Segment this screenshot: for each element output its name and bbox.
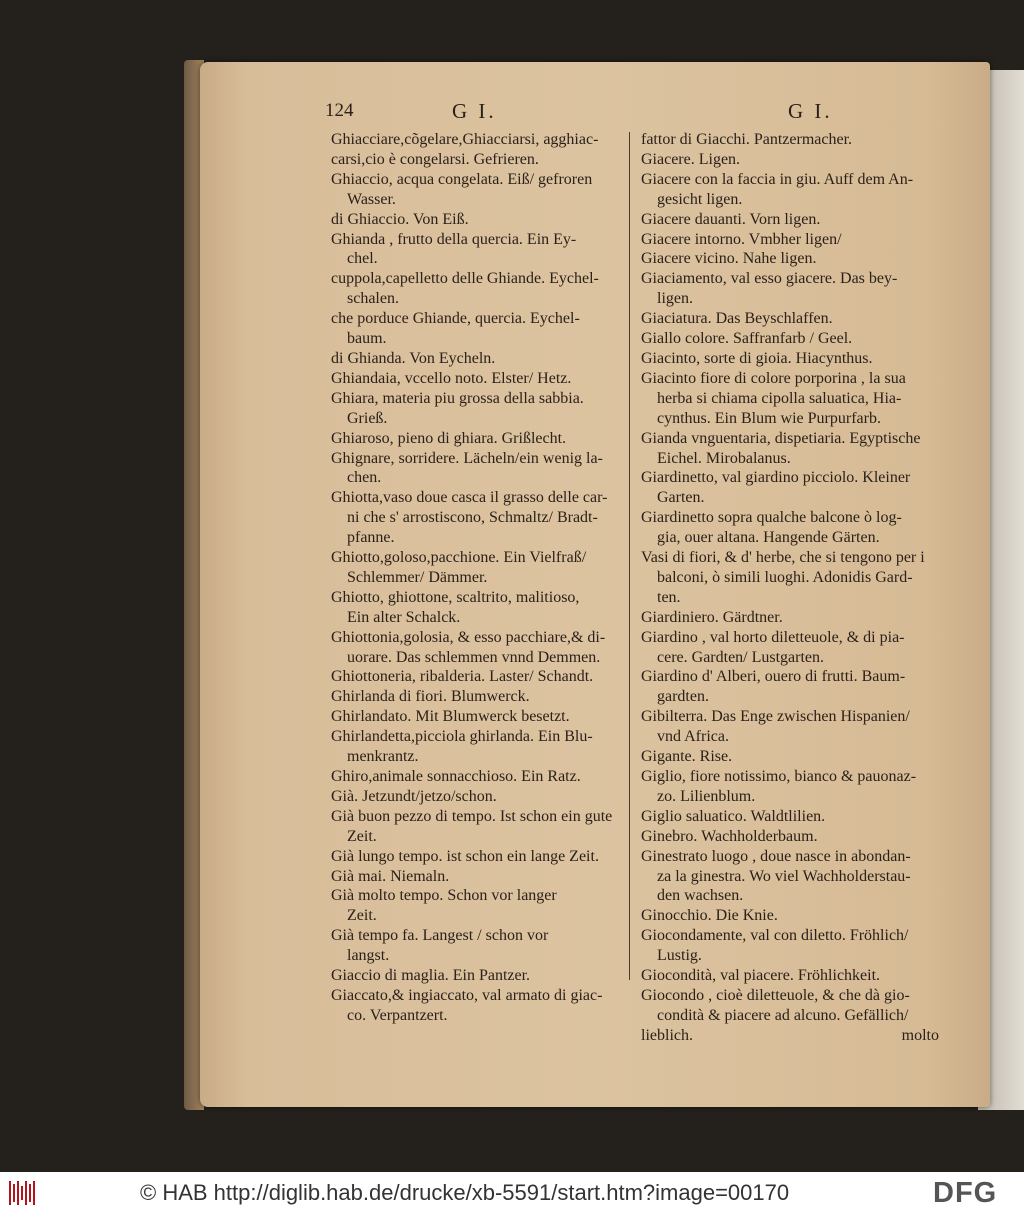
dictionary-line: Giglio saluatico. Waldtlilien. <box>641 807 826 825</box>
footer-bar <box>0 1172 1024 1214</box>
dictionary-line: cuppola,capelletto delle Ghiande. Eychel- <box>331 270 599 288</box>
dictionary-line: Giacere intorno. Vmbher ligen/ <box>641 230 842 248</box>
dictionary-line: Ghianda , frutto della quercia. Ein Ey- <box>331 230 577 248</box>
dictionary-line: herba si chiama cipolla saluatica, Hia- <box>657 389 902 407</box>
dictionary-line: ten. <box>657 588 681 606</box>
dictionary-line: Giacinto fiore di colore porporina , la sua <box>641 369 906 387</box>
dictionary-line: Giacinto, sorte di gioia. Hiacynthus. <box>641 349 873 367</box>
dictionary-line: Giacere con la faccia in giu. Auff dem An- <box>641 170 914 188</box>
dictionary-line <box>641 1026 939 1046</box>
dictionary-line: ligen. <box>657 290 693 308</box>
dictionary-line: Giardinetto, val giardino picciolo. Kleiner <box>641 469 911 487</box>
dictionary-line: balconi, ò simili luoghi. Adonidis Gard- <box>657 568 913 586</box>
dictionary-line: uorare. Das schlemmen vnnd Demmen. <box>347 648 601 666</box>
dictionary-line: fattor di Giacchi. Pantzermacher. <box>641 131 853 148</box>
dictionary-line: Giacere dauanti. Vorn ligen. <box>641 210 821 228</box>
dictionary-line: Gigante. Rise. <box>641 748 733 766</box>
dictionary-line: Già mai. Niemaln. <box>331 867 450 885</box>
dictionary-line: za la ginestra. Wo viel Wachholderstau- <box>657 867 911 885</box>
page-number: 124 <box>325 100 354 121</box>
running-header-right: G I. <box>788 99 833 123</box>
dictionary-line: Wasser. <box>347 190 396 208</box>
dictionary-line: Ein alter Schalck. <box>347 608 461 626</box>
dictionary-line: carsi,cio è congelarsi. Gefrieren. <box>331 150 539 168</box>
dictionary-line: langst. <box>347 947 390 965</box>
dictionary-line: Schlemmer/ Dämmer. <box>347 568 488 586</box>
dictionary-line: schalen. <box>347 290 399 308</box>
dictionary-line: Ghiotto,goloso,pacchione. Ein Vielfraß/ <box>331 549 587 567</box>
dictionary-line: Giardino d' Alberi, ouero di frutti. Baum- <box>641 668 906 686</box>
dictionary-line: chel. <box>347 250 378 268</box>
dictionary-line: chen. <box>347 469 382 487</box>
dictionary-line: Già. Jetzundt/jetzo/schon. <box>331 787 497 805</box>
dictionary-line: cere. Gardten/ Lustgarten. <box>657 648 825 666</box>
dictionary-line: Ghiaccio, acqua congelata. Eiß/ gefroren <box>331 170 593 188</box>
dictionary-line: gesicht ligen. <box>657 190 743 208</box>
dictionary-line: cynthus. Ein Blum wie Purpurfarb. <box>657 409 881 427</box>
dictionary-line: co. Verpantzert. <box>347 1006 448 1024</box>
dictionary-line: Giaccio di maglia. Ein Pantzer. <box>331 967 531 985</box>
dictionary-line: Giardinetto sopra qualche balcone ò log- <box>641 509 902 527</box>
dictionary-line: Già buon pezzo di tempo. Ist schon ein gute <box>331 807 613 825</box>
dictionary-line: Gianda vnguentaria, dispetiaria. Egyptische <box>641 429 921 447</box>
dictionary-line: di Ghianda. Von Eycheln. <box>331 349 496 367</box>
dictionary-line: pfanne. <box>347 529 395 547</box>
dictionary-line: ni che s' arrostiscono, Schmaltz/ Bradt- <box>347 509 598 527</box>
dictionary-line: Già tempo fa. Langest / schon vor <box>331 927 549 945</box>
dictionary-line: Già molto tempo. Schon vor langer <box>331 887 557 905</box>
dictionary-line: Ghirlandetta,picciola ghirlanda. Ein Blu- <box>331 728 593 746</box>
dictionary-line: Ghiacciare,cõgelare,Ghiacciarsi, agghiac- <box>331 131 599 148</box>
dictionary-line: Giglio, fiore notissimo, bianco & pauonaz- <box>641 768 917 785</box>
dictionary-line: Ghiara, materia piu grossa della sabbia. <box>331 389 584 407</box>
dictionary-line: menkrantz. <box>347 748 419 766</box>
dictionary-line: Giacere vicino. Nahe ligen. <box>641 250 817 268</box>
dictionary-line: den wachsen. <box>657 887 744 905</box>
dictionary-line: Ghiandaia, vccello noto. Elster/ Hetz. <box>331 369 572 387</box>
dictionary-line: Ghirlanda di fiori. Blumwerck. <box>331 688 530 706</box>
dictionary-line: Ginestrato luogo , doue nasce in abondan- <box>641 847 911 865</box>
dictionary-line: Ghiro,animale sonnacchioso. Ein Ratz. <box>331 768 581 785</box>
dictionary-line: Gibilterra. Das Enge zwischen Hispanien/ <box>641 708 910 726</box>
dictionary-line: Ghirlandato. Mit Blumwerck besetzt. <box>331 708 570 726</box>
column-divider <box>629 132 630 980</box>
dictionary-line: Ghiotta,vaso doue casca il grasso delle car- <box>331 489 608 507</box>
dictionary-line: condità & piacere ad alcuno. Gefällich/ <box>657 1006 909 1024</box>
dictionary-line: Giaciatura. Das Beyschlaffen. <box>641 310 833 328</box>
dictionary-line: Ghignare, sorridere. Lächeln/ein wenig la- <box>331 449 603 467</box>
dictionary-line: zo. Lilienblum. <box>657 787 756 805</box>
dictionary-line: Eichel. Mirobalanus. <box>657 449 791 467</box>
dictionary-line-text: lieblich. <box>641 1026 693 1044</box>
dictionary-line: vnd Africa. <box>657 728 729 746</box>
dictionary-line: Zeit. <box>347 827 377 845</box>
dictionary-line: Lustig. <box>657 947 702 965</box>
dictionary-line: Ginocchio. Die Knie. <box>641 907 778 925</box>
dictionary-line: Garten. <box>657 489 705 507</box>
hab-logo-icon <box>8 1178 38 1208</box>
dictionary-line: Zeit. <box>347 907 377 925</box>
dictionary-line: baum. <box>347 330 387 348</box>
dictionary-line: Grieß. <box>347 409 388 427</box>
dictionary-line: Giocondità, val piacere. Fröhlichkeit. <box>641 967 881 985</box>
dfg-logo: DFG <box>933 1177 998 1209</box>
dictionary-line: Già lungo tempo. ist schon ein lange Zeit. <box>331 847 599 865</box>
catchword: molto <box>901 1026 939 1044</box>
right-column <box>641 130 939 1046</box>
dictionary-line: Vasi di fiori, & d' herbe, che si tengono per i <box>641 549 925 567</box>
dictionary-line: Giardiniero. Gärdtner. <box>641 608 783 626</box>
dictionary-line: Giardino , val horto diletteuole, & di pia- <box>641 628 905 646</box>
dictionary-line: che porduce Ghiande, quercia. Eychel- <box>331 310 580 328</box>
dictionary-line: Ghiotto, ghiottone, scaltrito, malitioso, <box>331 588 580 606</box>
dictionary-line: Giocondo , cioè diletteuole, & che dà gio- <box>641 986 910 1004</box>
dictionary-line: Ghiottonia,golosia, & esso pacchiare,& di- <box>331 628 606 646</box>
dictionary-line: Giallo colore. Saffranfarb / Geel. <box>641 330 853 348</box>
dictionary-line: Ginebro. Wachholderbaum. <box>641 827 818 845</box>
dictionary-line: Ghiaroso, pieno di ghiara. Grißlecht. <box>331 429 567 447</box>
dictionary-line: Giaciamento, val esso giacere. Das bey- <box>641 270 898 288</box>
running-header-left: G I. <box>452 99 497 123</box>
source-url-text: © HAB http://diglib.hab.de/drucke/xb-5591/start.htm?image=00170 <box>140 1180 790 1205</box>
dictionary-line: Giocondamente, val con diletto. Fröhlich/ <box>641 927 909 945</box>
left-column <box>331 130 623 1026</box>
dictionary-line: di Ghiaccio. Von Eiß. <box>331 210 469 228</box>
dictionary-line: Giacere. Ligen. <box>641 150 741 168</box>
dictionary-line: gardten. <box>657 688 709 706</box>
dictionary-line: gia, ouer altana. Hangende Gärten. <box>657 529 880 547</box>
dictionary-line: Giaccato,& ingiaccato, val armato di giac- <box>331 986 603 1004</box>
dictionary-line: Ghiottoneria, ribalderia. Laster/ Schandt. <box>331 668 594 686</box>
